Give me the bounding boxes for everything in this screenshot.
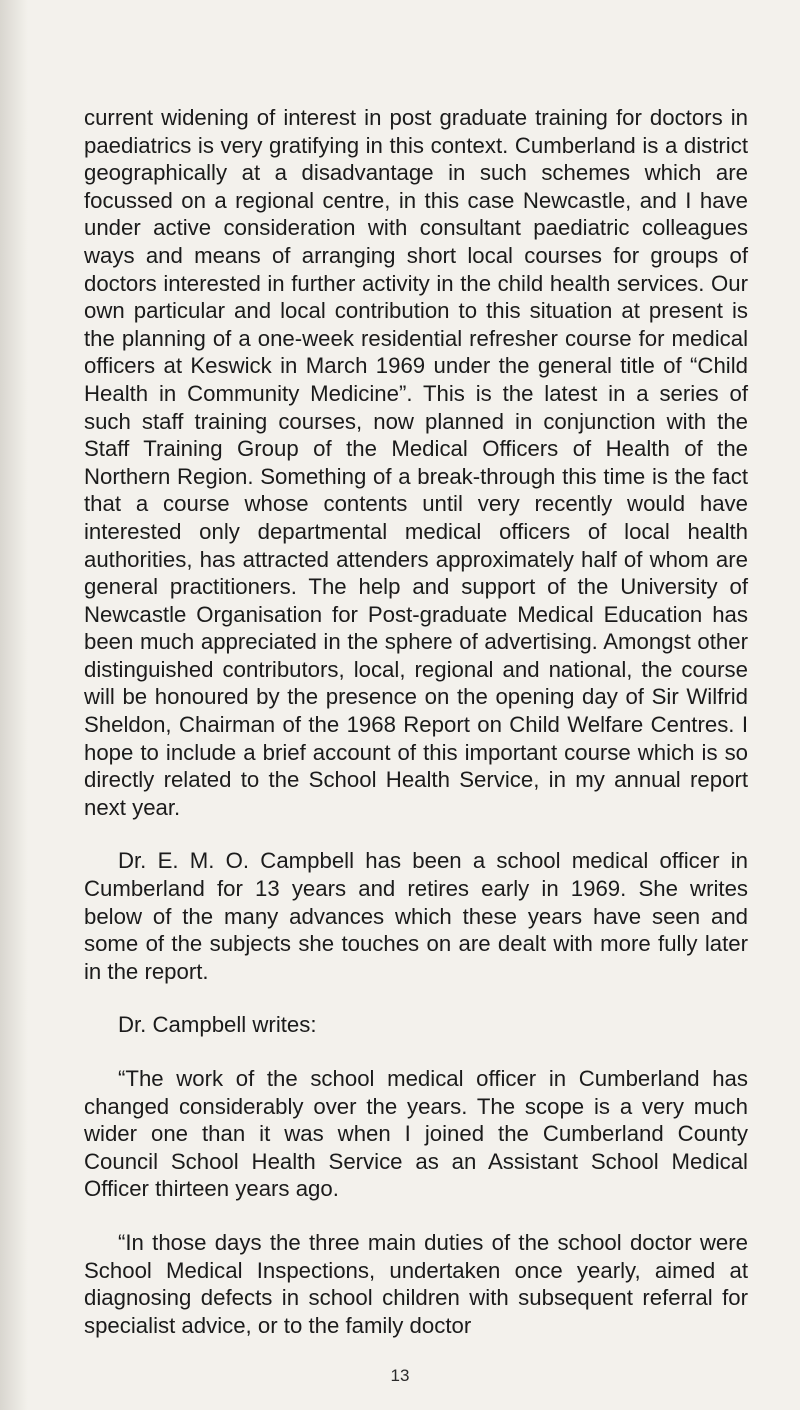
page-edge-shadow	[0, 0, 28, 1410]
paragraph-campbell-writes: Dr. Campbell writes:	[118, 1012, 317, 1038]
paragraph-quote-main-duties: “In those days the three main duties of the school doctor were School Medical Inspections, undertaken once yearly, aimed at diagnosing defects in school children with subsequent referral for specialist advice, or to the family doctor	[84, 1229, 748, 1338]
paragraph-dr-campbell-intro: Dr. E. M. O. Campbell has been a school medical officer in Cumberland for 13 years and retires early in 1969. She writes below of the many advances which these years have seen and some of the subjects she touches on are dealt with more fully later in the report.	[84, 848, 748, 984]
document-body	[84, 104, 748, 1339]
paragraph-quote-work-changed: “The work of the school medical officer in Cumberland has changed considerably over the years. The scope is a very much wider one than it was when I joined the Cumberland County Council School Health Service as an Assistant School Medical Officer thirteen years ago.	[84, 1066, 748, 1202]
paragraph-course-planning: current widening of interest in post graduate training for doctors in paediatrics is very gratifying in this context. Cumberland is a district geographically at a disadvantage in such schemes which are focussed on a regional centre, in this case Newcastle, and I have under active consideration with consultant paediatric colleagues ways and means of arranging short local courses for groups of doctors interested in further activity in the child health services. Our own particular and local contribution to this situation at present is the planning of a one-week residential refresher course for medical officers at Keswick in March 1969 under the general title of “Child Health in Community Medicine”. This is the latest in a series of such staff training courses, now planned in conjunction with the Staff Training Group of the Medical Officers of Health of the Northern Region. Something of a break-through this time is the fact that a course whose contents until very recently would have interested only departmental medical officers of local health authorities, has attracted attenders approximately half of whom are general practitioners. The help and support of the University of Newcastle Organisation for Post-graduate Medical Education has been much appreciated in the sphere of advertising. Amongst other distinguished contributors, local, regional and national, the course will be honoured by the presence on the opening day of Sir Wilfrid Sheldon, Chairman of the 1968 Report on Child Welfare Centres. I hope to include a brief account of this important course which is so directly related to the School Health Service, in my annual report next year.	[84, 105, 748, 820]
page-number: 13	[390, 1366, 410, 1385]
